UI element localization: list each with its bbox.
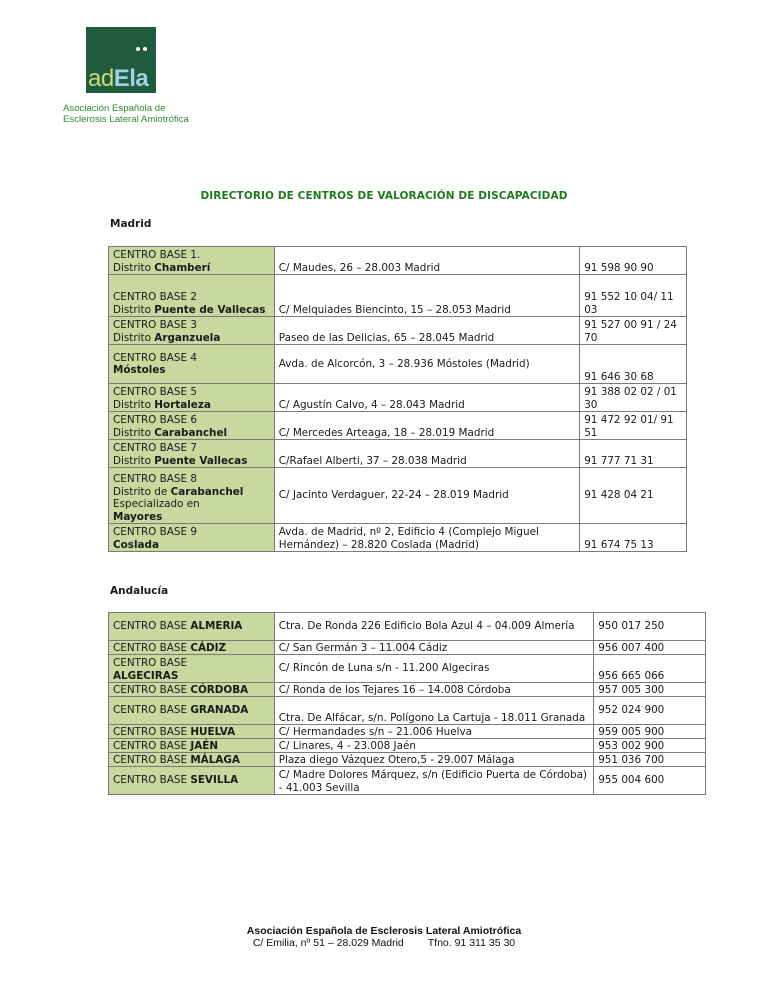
- table-row: [109, 725, 706, 739]
- center-address: C/ Rincón de Luna s/n - 11.200 Algeciras: [274, 655, 593, 683]
- table-row: [109, 753, 706, 767]
- center-phone: 91 527 00 91 / 24 70: [580, 317, 687, 345]
- section-title-andalucia: Andalucía: [110, 585, 169, 597]
- document-title: DIRECTORIO DE CENTROS DE VALORACIÓN DE DISCAPACIDAD: [200, 190, 568, 202]
- center-name: CENTRO BASE JAÉN: [109, 739, 275, 753]
- center-name: CENTRO BASE GRANADA: [109, 697, 275, 725]
- center-address: C/ Linares, 4 - 23.008 Jaén: [274, 739, 593, 753]
- center-name: CENTRO BASE ALMERIA: [109, 613, 275, 641]
- page-footer: [0, 925, 768, 949]
- center-name: CENTRO BASE 3 Distrito Arganzuela: [109, 317, 275, 345]
- center-phone: 951 036 700: [594, 753, 706, 767]
- center-address: Plaza diego Vázquez Otero,5 - 29.007 Málaga: [274, 753, 593, 767]
- center-address: C/ Ronda de los Tejares 16 – 14.008 Córdoba: [274, 683, 593, 697]
- center-phone: 957 005 300: [594, 683, 706, 697]
- center-name: CENTRO BASE 4 Móstoles: [109, 345, 275, 384]
- table-row: [109, 683, 706, 697]
- center-phone: 953 002 900: [594, 739, 706, 753]
- center-phone: 956 007 400: [594, 641, 706, 655]
- center-address: Avda. de Alcorcón, 3 – 28.936 Móstoles (Madrid): [274, 345, 579, 384]
- center-address: Ctra. De Ronda 226 Edificio Bola Azul 4 – 04.009 Almería: [274, 613, 593, 641]
- table-row: [109, 247, 687, 275]
- center-name: CENTRO BASE 1. Distrito Chamberí: [109, 247, 275, 275]
- center-name: CENTRO BASE 5 Distrito Hortaleza: [109, 384, 275, 412]
- center-name: CENTRO BASE 2 Distrito Puente de Vallecas: [109, 275, 275, 317]
- madrid-centers-table: [108, 246, 687, 552]
- center-phone: 91 472 92 01/ 91 51: [580, 412, 687, 440]
- center-name: CENTRO BASE CÁDIZ: [109, 641, 275, 655]
- adela-logo: [86, 27, 156, 93]
- center-name: CENTRO BASE ALGECIRAS: [109, 655, 275, 683]
- center-phone: 91 674 75 13: [580, 524, 687, 552]
- center-phone: 91 428 04 21: [580, 468, 687, 524]
- center-phone: 955 004 600: [594, 767, 706, 795]
- footer-contact: [0, 937, 768, 949]
- center-address: Paseo de las Delicias, 65 – 28.045 Madrid: [274, 317, 579, 345]
- center-phone: 956 665 066: [594, 655, 706, 683]
- center-address: Avda. de Madrid, nº 2, Edificio 4 (Complejo Miguel Hernández) – 28.820 Coslada (Madrid): [274, 524, 579, 552]
- andalucia-centers-table: [108, 612, 706, 795]
- table-row: [109, 739, 706, 753]
- section-title-madrid: Madrid: [110, 218, 152, 230]
- center-address: C/Rafael Alberti, 37 – 28.038 Madrid: [274, 440, 579, 468]
- table-row: [109, 767, 706, 795]
- center-name: CENTRO BASE 6 Distrito Carabanchel: [109, 412, 275, 440]
- center-name: CENTRO BASE 9 Coslada: [109, 524, 275, 552]
- center-phone: 91 552 10 04/ 11 03: [580, 275, 687, 317]
- center-phone: 91 388 02 02 / 01 30: [580, 384, 687, 412]
- center-phone: 950 017 250: [594, 613, 706, 641]
- center-address: C/ San Germán 3 – 11.004 Cádiz: [274, 641, 593, 655]
- center-name: CENTRO BASE 8 Distrito de Carabanchel Especializado en Mayores: [109, 468, 275, 524]
- footer-org-name: Asociación Española de Esclerosis Lateral Amiotrófica: [246, 925, 522, 937]
- table-row: [109, 345, 687, 384]
- center-phone: 952 024 900: [594, 697, 706, 725]
- center-address: C/ Agustín Calvo, 4 – 28.043 Madrid: [274, 384, 579, 412]
- center-address: C/ Hermandades s/n – 21.006 Huelva: [274, 725, 593, 739]
- center-phone: 91 598 90 90: [580, 247, 687, 275]
- table-row: [109, 655, 706, 683]
- center-name: CENTRO BASE 7 Distrito Puente Vallecas: [109, 440, 275, 468]
- org-name: Asociación Española de Esclerosis Lateral Amiotrófica: [63, 103, 189, 125]
- center-address: C/ Maudes, 26 – 28.003 Madrid: [274, 247, 579, 275]
- center-address: C/ Mercedes Arteaga, 18 – 28.019 Madrid: [274, 412, 579, 440]
- center-address: C/ Jacinto Verdaguer, 22-24 – 28.019 Madrid: [274, 468, 579, 524]
- table-row: [109, 440, 687, 468]
- center-address: C/ Madre Dolores Márquez, s/n (Edificio Puerta de Córdoba) - 41.003 Sevilla: [274, 767, 593, 795]
- table-row: [109, 275, 687, 317]
- center-name: CENTRO BASE CÓRDOBA: [109, 683, 275, 697]
- center-phone: 91 777 71 31: [580, 440, 687, 468]
- center-phone: 959 005 900: [594, 725, 706, 739]
- center-name: CENTRO BASE MÁLAGA: [109, 753, 275, 767]
- table-row: [109, 524, 687, 552]
- table-row: [109, 641, 706, 655]
- table-row: [109, 317, 687, 345]
- table-row: [109, 384, 687, 412]
- center-address: Ctra. De Alfácar, s/n. Polígono La Cartuja - 18.011 Granada: [274, 697, 593, 725]
- center-phone: 91 646 30 68: [580, 345, 687, 384]
- center-address: C/ Melquiades Biencinto, 15 – 28.053 Madrid: [274, 275, 579, 317]
- center-name: CENTRO BASE HUELVA: [109, 725, 275, 739]
- footer-phone: Tfno. 91 311 35 30: [427, 937, 516, 949]
- footer-address: C/ Emilia, nº 51 – 28.029 Madrid: [252, 937, 404, 949]
- table-row: [109, 412, 687, 440]
- table-row: [109, 468, 687, 524]
- table-row: [109, 613, 706, 641]
- logo-wordmark: adEla: [88, 65, 149, 92]
- center-name: CENTRO BASE SEVILLA: [109, 767, 275, 795]
- logo-dots-icon: [133, 36, 147, 55]
- table-row: [109, 697, 706, 725]
